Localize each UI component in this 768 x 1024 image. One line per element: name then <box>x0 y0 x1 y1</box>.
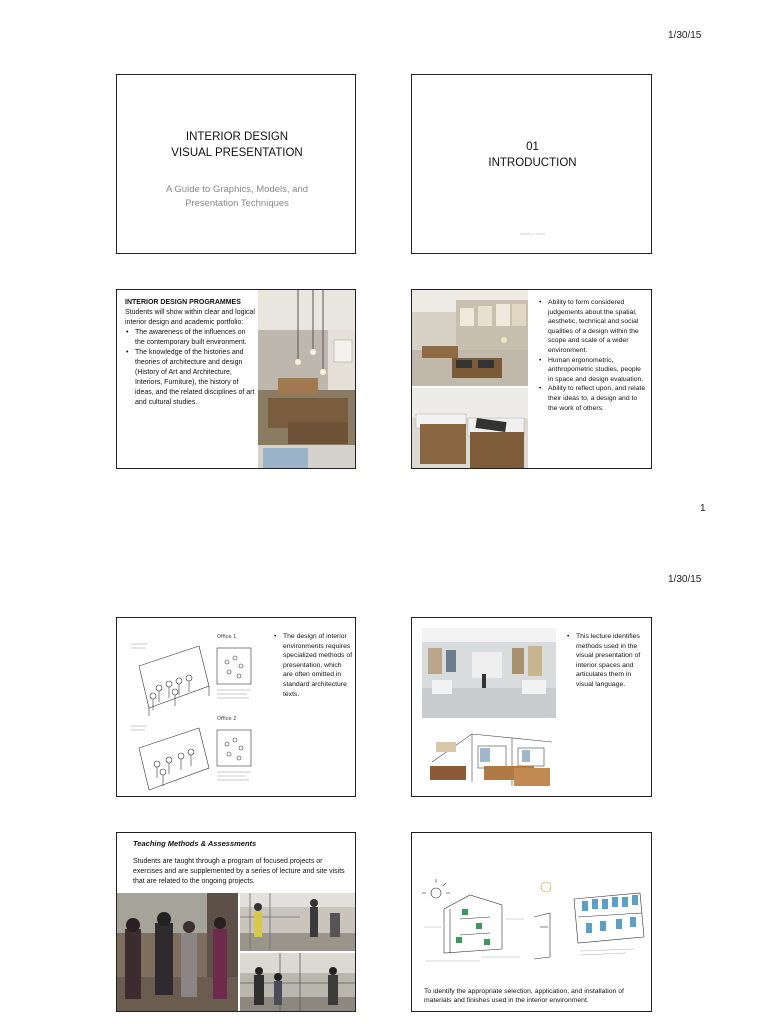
abilities-bullet: • Ability to form considered judgements about the spatial, aesthetic, technical and social qualities of a design within the scope and scale of a wider environment. <box>548 298 646 356</box>
slide-subtitle-line2: Presentation Techniques <box>185 198 289 209</box>
abilities-bullet: • Ability to reflect upon, and relate their ideas to, a design and to the work of others. <box>548 384 646 413</box>
slide-materials <box>411 832 652 1012</box>
teaching-body: Students are taught through a program of focused projects or exercises and are supplemented by a series of lecture and site visits that are related to the ongoing projects. <box>133 858 345 885</box>
slide-title-line2: VISUAL PRESENTATION <box>171 147 303 159</box>
studio-photo <box>258 290 356 469</box>
lecture-bullet: • This lecture identifies methods used in the visual presentation of interior spaces and articulates them in visual language. <box>576 632 650 690</box>
slide-subtitle-line1: A Guide to Graphics, Models, and <box>165 184 309 195</box>
slide-lecture <box>411 617 652 797</box>
abilities-bullet: • Human ergonometric, anthropometric studies, people in space and design evaluation. <box>548 356 646 385</box>
materials-caption: To identify the appropriate selection, application, and installation of materials and finishes used in the interior environment. <box>424 988 624 1005</box>
teaching-heading: Teaching Methods & Assessments <box>133 839 257 848</box>
kitchen-sketch <box>422 722 556 792</box>
slide-methods <box>116 617 356 797</box>
slide-programmes <box>116 289 356 469</box>
page-number: 1 <box>700 503 706 514</box>
page-date-top: 1/30/15 <box>668 30 702 41</box>
page-date-bottom: 1/30/15 <box>668 574 702 585</box>
programmes-bullet: • The awareness of the influences on the contemporary built environment. <box>135 328 255 348</box>
programmes-bullet: • The knowledge of the histories and theories of architecture and design (History of Art and Architecture, Interiors, Furniture), the history of ideas, and the related disciplines of art and cultural studies. <box>135 348 255 408</box>
people-sketch <box>129 626 259 792</box>
exhibition-photo <box>412 290 528 386</box>
section-diagram-sketch <box>420 879 528 969</box>
site-visit-photo-2 <box>240 893 356 951</box>
slide-number: 01 <box>526 141 539 153</box>
slide-abilities <box>411 289 652 469</box>
building-section-sketch <box>530 877 648 969</box>
programmes-intro: Students will show within clear and logical interior design and academic portfolio: <box>125 309 255 326</box>
slide-footer-note: isolation stairs <box>519 231 546 236</box>
slide-title <box>116 74 356 254</box>
site-visit-photo-3 <box>240 953 356 1012</box>
programmes-heading: INTERIOR DESIGN PROGRAMMES <box>125 299 241 306</box>
sketch-label-office-2: Office 2 <box>217 716 237 722</box>
slide-introduction <box>411 74 652 254</box>
site-visit-photo-1 <box>117 893 238 1012</box>
slide-teaching <box>116 832 356 1012</box>
sketch-label-office-1: Office 1 <box>217 634 237 640</box>
slide-intro-title: INTRODUCTION <box>488 157 577 169</box>
slide-title-line1: INTERIOR DESIGN <box>185 131 289 143</box>
methods-bullet: • The design of interior environments requires specialized methods of presentation, which are often omitted in standard architecture texts. <box>283 632 353 699</box>
display-desk-photo <box>412 388 528 469</box>
gallery-photo <box>422 628 556 718</box>
